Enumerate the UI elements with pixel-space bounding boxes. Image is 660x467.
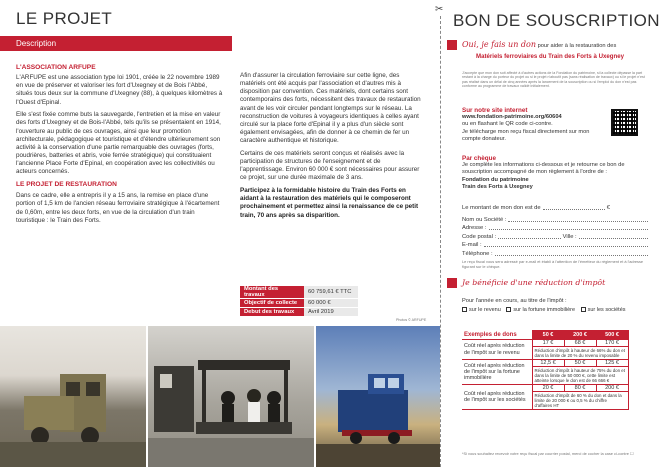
cut-line: [440, 16, 441, 467]
donation-intro: [462, 41, 658, 50]
donation-examples-table: [462, 330, 629, 410]
oui-script: Oui, je fais un don: [462, 40, 536, 49]
phone-field[interactable]: Téléphone :: [462, 248, 650, 257]
photo-locomotive-1: [0, 326, 146, 467]
cheque-text: Je complète les informations ci-dessous et je retourne ce bon de souscription accompagné de mon règlement à l'ordre de :: [462, 162, 625, 176]
col-header: 50 €: [532, 331, 564, 340]
table-row: Coût réel après réduction de l'impôt sur la fortune immobilière 12,5 € 50 € 125 €: [462, 360, 628, 367]
cheque-block: [462, 155, 650, 191]
left-column: [16, 64, 224, 229]
paragraph: Elle s'est fixée comme buts la sauvegarde, l'entretien et la mise en valeur des forts d'Uxegney et de Bois-l'Abbé, tels qu'ils se présentaient en 1914, l'ouverture au public de ces ouvrages, ainsi que leur promotion architecturale, pédagogique et touristique et d'étendre ultérieurement son activité à la conservation d'une partie remarquable des ouvrages (forts, poudrières, batteries et abris, voie ferrée stratégique) qui constituaient l'ancienne Place Forte d'Epinal, en coopération avec les collectivités ou acteurs concernés.: [16, 111, 221, 176]
table-row: Réduction d'impôt à hauteur de 75% du don et dans la limite de 50 000 €, cette limite est atteinte lorsque le don est de 66 666 €: [462, 367, 628, 385]
facts-table: [240, 286, 358, 317]
table-heading: Exemples de dons: [464, 331, 517, 338]
benefit-marker: [447, 278, 457, 288]
oui-rest: pour aider à la restauration des: [537, 43, 617, 49]
year-line: Pour l'année en cours, au titre de l'impôt :: [462, 298, 567, 304]
paragraph: Dans ce cadre, elle a entrepris il y a 15 ans, la remise en place d'une portion of 1,5 km de l'ancien réseau ferroviaire stratégique à l'écartement de 0,60m, entre les deux forts, en vue de la circulation d'un train touristique : le Train des Forts.: [16, 192, 220, 224]
col-header: 500 €: [596, 331, 628, 340]
checkbox-revenu[interactable]: [462, 307, 467, 312]
call-to-action: Participez à la formidable histoire du Train des Forts en aidant à la restauration des matériels qui le composeront prochainement et permettez ainsi la renaissance de ce petit train, 70 ans après sa disparition.: [240, 187, 419, 219]
donor-form: [462, 200, 650, 257]
table-row: Réduction d'impôt à hauteur de 66% du don et dans la limite de 20 % du revenu imposable: [462, 347, 628, 360]
checkbox-fortune[interactable]: [506, 307, 511, 312]
form-title: BON DE SOUSCRIPTION: [453, 11, 660, 30]
paragraph: Certains de ces matériels seront conçus et réalisés avec la participation de structures de l'enseignement et de l'apprentissage. Environ 60 000 € sont nécessaires pour assurer ce projet, sur une durée maximale de 3 ans.: [240, 149, 420, 182]
project-name: Matériels ferroviaires du Train des Forts à Uxegney: [476, 53, 624, 60]
checkbox-societes[interactable]: [581, 307, 586, 312]
internet-text: Je télécharge mon reçu fiscal directement sur mon compte donateur.: [462, 128, 590, 142]
paragraph: L'ARFUPE est une association type loi 1901, créée le 22 novembre 1989 en vue de préserver et valoriser les fort d'Uxegney et de Bois l'Abbé, situés tous deux sur la commune d'Uxegney (88), à quelques kilomètres à l'Ouest d'Epinal.: [16, 74, 223, 106]
facts-row: Debut des travaux Avril 2019: [240, 308, 358, 317]
heading-association: L'ASSOCIATION ARFUPE: [16, 64, 96, 71]
internet-block: [462, 107, 606, 143]
photo-credit: Photos © ARFUPE: [396, 318, 427, 322]
photo-historic-train: [148, 326, 314, 467]
locomotive-illustration: [0, 326, 146, 467]
facts-row: Objectif de collecte 60 000 €: [240, 299, 358, 308]
internet-text: ou en flashant le QR code ci-contre.: [462, 121, 553, 128]
postcode-field[interactable]: Code postal : Ville :: [462, 231, 650, 240]
tax-options: sur le revenu sur la fortune immobilière sur les sociétés: [458, 307, 626, 314]
benefit-script: Je bénéficie d'une réduction d'impôt: [462, 278, 606, 287]
page-title: LE PROJET: [16, 9, 113, 28]
heading-restoration: LE PROJET DE RESTAURATION: [16, 181, 117, 189]
amount-field[interactable]: Le montant de mon don est de €: [462, 205, 610, 211]
internet-url[interactable]: www.fondation-patrimoine.org/60604: [462, 114, 562, 121]
scissors-icon: ✂: [435, 4, 444, 15]
facts-row: Montant des travaux 60 759,61 € TTC: [240, 286, 358, 299]
address-field[interactable]: Adresse :: [462, 223, 650, 232]
qr-code[interactable]: [611, 109, 638, 136]
internet-heading: Sur notre site internet: [462, 107, 528, 114]
payee: Fondation du patrimoine: [462, 176, 529, 183]
paragraph: Afin d'assurer la circulation ferroviaire sur cette ligne, des matériels ont été acquis par l'association et d'autres mis à disposition par convention. Ces matériels, dont certains sont contemporains des forts, nécessitent des travaux de restauration avant de les voir circuler pendant longtemps sur le réseau. La reconstruction de voitures à voyageurs identiques à celles ayant circulé sur la place forte d'Epinal il y a plus d'un siècle sont également envisagées, afin de donner à ce chemin de fer un caractère authentique et historique.: [240, 72, 421, 145]
table-row: Coût réel après réduction de l'impôt sur le revenu 17 € 68 € 170 €: [462, 340, 628, 347]
table-row: Coût réel après réduction de l'impôt sur les sociétés 20 € 80 € 200 €: [462, 385, 628, 392]
footnote: *Si vous souhaitez recevoir votre reçu fiscal par courrier postal, merci de cocher la case ci-contre ☐: [462, 451, 634, 456]
col-header: 200 €: [564, 331, 596, 340]
cheque-heading: Par chèque: [462, 155, 496, 162]
email-field[interactable]: E-mail :: [462, 240, 650, 249]
payee-project: Train des Forts à Uxegney: [462, 183, 533, 190]
oui-marker: [447, 40, 457, 50]
receipt-note: Le reçu fiscal vous sera adressé par e-mail et établi à l'attention de l'émetteur du règlement et à l'adresse figurant sur le chèque.: [462, 259, 644, 269]
section-bar: Description: [0, 36, 232, 51]
historic-train-illustration: [148, 326, 314, 467]
disclaimer: J'accepte que mon don soit affecté à d'autres actions de la Fondation du patrimoine, si la collecte dépasse la part restant à la charge du porteur du projet ou si le projet n'aboutit pas (sans réalisation de travaux) ou si le projet n'est pas réalisé dans un délai de cinq années après la lancement de la souscription ou si l'emploi du don n'est pas conforme au programme de travaux validé initialement.: [462, 71, 645, 89]
right-column: [240, 72, 426, 224]
name-field[interactable]: Nom ou Société :: [462, 214, 650, 223]
table-row: Réduction d'impôt de 60 % du don et dans la limite de 20 000 € ou 0,5 % du chiffre d'affaires HT: [462, 392, 628, 410]
blue-locomotive-illustration: [316, 326, 440, 467]
photo-blue-locomotive: [316, 326, 440, 467]
city-label: Ville :: [562, 233, 577, 240]
